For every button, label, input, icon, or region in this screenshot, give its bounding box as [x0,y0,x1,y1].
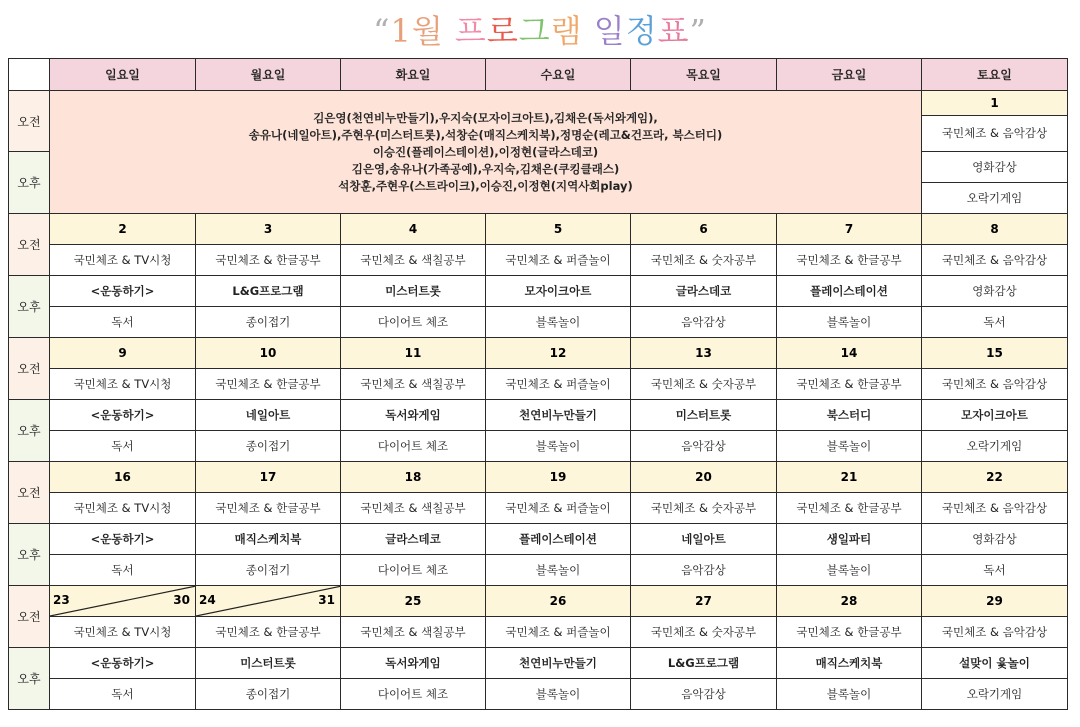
program-cell: 국민체조 & 한글공부 [196,369,341,400]
title-part: 램 [550,12,594,50]
row-label-pm: 오후 [9,524,50,586]
program-cell: 국민체조 & 음악감상 [922,245,1068,276]
date-cell: 19 [486,462,631,493]
pm-program-row [9,276,1068,307]
date-cell: 16 [50,462,196,493]
date-cell: 1 [922,91,1068,116]
program-cell: 다이어트 체조 [341,307,486,338]
pm-program-row [9,555,1068,586]
day-header-row [9,59,1068,91]
program-cell: 국민체조 & TV시청 [50,245,196,276]
row-label-pm: 오후 [9,152,50,214]
date-cell: 21 [777,462,922,493]
program-cell: 국민체조 & 음악감상 [922,369,1068,400]
highlight-program-cell: 북스터디 [777,400,922,431]
date-cell: 20 [631,462,777,493]
date-cell: 13 [631,338,777,369]
program-cell: 국민체조 & 한글공부 [196,245,341,276]
program-cell: 국민체조 & 한글공부 [777,245,922,276]
program-cell: 종이접기 [196,679,341,710]
program-cell: 종이접기 [196,431,341,462]
date-cell: 7 [777,214,922,245]
day-header-fri: 금요일 [777,59,922,91]
date-row [9,586,1068,617]
date-cell: 5 [486,214,631,245]
program-cell: 국민체조 & 음악감상 [922,493,1068,524]
highlight-program-cell: 독서와게임 [341,648,486,679]
program-cell: 다이어트 체조 [341,431,486,462]
date-cell: 12 [486,338,631,369]
program-cell: 음악감상 [631,307,777,338]
program-cell: 국민체조 & 퍼즐놀이 [486,493,631,524]
date-cell: 2 [50,214,196,245]
date-cell: 8 [922,214,1068,245]
week1-line: 김은영(천연비누만들기),우지숙(모자이크아트),김채은(독서와게임), [313,110,658,125]
program-cell: 독서 [922,307,1068,338]
highlight-program-cell: 미스터트롯 [196,648,341,679]
title-close-quote: ” [689,12,707,50]
program-cell: 오락기게임 [922,679,1068,710]
program-cell: 다이어트 체조 [341,555,486,586]
program-cell: 독서 [50,431,196,462]
am-program-row [9,617,1068,648]
program-cell: 독서 [50,555,196,586]
program-cell: 블록놀이 [486,679,631,710]
week1-line: 송유나(네일아트),주현우(미스터트롯),석창순(매직스케치북),정명순(레고&건프라, 북스터디) [248,127,723,142]
program-cell: 국민체조 & 퍼즐놀이 [486,617,631,648]
program-cell: 블록놀이 [777,307,922,338]
program-cell: 독서 [922,555,1068,586]
highlight-program-cell: 설맞이 윷놀이 [922,648,1068,679]
program-cell: 국민체조 & TV시청 [50,493,196,524]
date-number: 24 [199,593,216,607]
highlight-program-cell: L&G프로그램 [631,648,777,679]
program-cell: 국민체조 & TV시청 [50,369,196,400]
row-label-pm: 오후 [9,276,50,338]
program-cell: 독서 [50,679,196,710]
program-cell: 국민체조 & 숫자공부 [631,493,777,524]
title-part: 표 [657,12,690,50]
title-part: 정 [625,12,658,50]
pm-program-row [9,431,1068,462]
date-cell: 9 [50,338,196,369]
program-cell: 음악감상 [631,431,777,462]
program-cell: 독서 [50,307,196,338]
day-header-sat: 토요일 [922,59,1068,91]
day-header-tue: 화요일 [341,59,486,91]
program-cell: 영화감상 [922,152,1068,183]
date-cell: 29 [922,586,1068,617]
date-number: 30 [173,593,190,607]
highlight-program-cell: 천연비누만들기 [486,400,631,431]
pm-program-row [9,648,1068,679]
row-label-am: 오전 [9,338,50,400]
corner-cell [9,59,50,91]
highlight-program-cell: L&G프로그램 [196,276,341,307]
week1-merged-cell [50,91,922,214]
program-cell: 국민체조 & 음악감상 [922,617,1068,648]
program-cell: 국민체조 & 숫자공부 [631,245,777,276]
title-part: 프 [454,12,487,50]
title-part: 그 [518,12,551,50]
date-row [9,462,1068,493]
date-cell-split [50,586,196,617]
program-cell: 블록놀이 [777,431,922,462]
day-header-sun: 일요일 [50,59,196,91]
title-part: 1월 [390,12,455,50]
row-label-am: 오전 [9,91,50,152]
highlight-program-cell: 플레이스테이션 [777,276,922,307]
program-cell: 국민체조 & 숫자공부 [631,369,777,400]
program-cell: 블록놀이 [777,679,922,710]
date-cell: 26 [486,586,631,617]
highlight-program-cell: 모자이크아트 [486,276,631,307]
program-cell: 다이어트 체조 [341,679,486,710]
highlight-program-cell: 글라스데코 [341,524,486,555]
program-cell: 국민체조 & 한글공부 [777,493,922,524]
program-cell: 국민체조 & TV시청 [50,617,196,648]
program-cell: 국민체조 & 한글공부 [196,493,341,524]
program-cell: 블록놀이 [777,555,922,586]
highlight-program-cell: <운동하기> [50,400,196,431]
program-cell: 국민체조 & 색칠공부 [341,617,486,648]
day-header-thu: 목요일 [631,59,777,91]
date-cell: 10 [196,338,341,369]
date-number: 31 [318,593,335,607]
highlight-program-cell: 영화감상 [922,276,1068,307]
am-program-row [9,369,1068,400]
highlight-program-cell: 매직스케치북 [196,524,341,555]
program-cell: 국민체조 & 숫자공부 [631,617,777,648]
week1-line: 김은영,송유나(가족공예),우지숙,김채은(쿠킹클래스) [351,161,620,176]
date-number: 23 [53,593,70,607]
highlight-program-cell: 독서와게임 [341,400,486,431]
date-cell: 6 [631,214,777,245]
date-cell: 27 [631,586,777,617]
row-label-am: 오전 [9,214,50,276]
program-cell: 국민체조 & 퍼즐놀이 [486,369,631,400]
highlight-program-cell: 미스터트롯 [631,400,777,431]
date-cell: 25 [341,586,486,617]
program-cell: 국민체조 & 한글공부 [196,617,341,648]
row-label-pm: 오후 [9,400,50,462]
program-cell: 국민체조 & 색칠공부 [341,493,486,524]
page-title [0,6,1080,56]
pm-program-row [9,679,1068,710]
program-cell: 오락기게임 [922,431,1068,462]
title-open-quote: “ [373,12,391,50]
row-label-pm: 오후 [9,648,50,710]
am-program-row [9,245,1068,276]
row-label-am: 오전 [9,462,50,524]
schedule-table [8,58,1068,710]
date-cell-split [196,586,341,617]
program-cell: 종이접기 [196,307,341,338]
program-cell: 블록놀이 [486,431,631,462]
highlight-program-cell: 매직스케치북 [777,648,922,679]
program-cell: 국민체조 & 음악감상 [922,115,1068,151]
date-cell: 3 [196,214,341,245]
highlight-program-cell: 생일파티 [777,524,922,555]
date-cell: 18 [341,462,486,493]
program-cell: 음악감상 [631,555,777,586]
highlight-program-cell: <운동하기> [50,276,196,307]
date-cell: 28 [777,586,922,617]
program-cell: 국민체조 & 한글공부 [777,617,922,648]
program-cell: 오락기게임 [922,183,1068,214]
pm-program-row [9,400,1068,431]
highlight-program-cell: 천연비누만들기 [486,648,631,679]
date-row [9,338,1068,369]
highlight-program-cell: 네일아트 [196,400,341,431]
highlight-program-cell: 모자이크아트 [922,400,1068,431]
highlight-program-cell: <운동하기> [50,524,196,555]
am-program-row [9,493,1068,524]
program-cell: 블록놀이 [486,555,631,586]
week1-line: 이승진(플레이스테이션),이정현(글라스데코) [372,144,599,159]
date-cell: 11 [341,338,486,369]
highlight-program-cell: 영화감상 [922,524,1068,555]
highlight-program-cell: 플레이스테이션 [486,524,631,555]
date-cell: 17 [196,462,341,493]
program-cell: 국민체조 & 퍼즐놀이 [486,245,631,276]
highlight-program-cell: <운동하기> [50,648,196,679]
day-header-mon: 월요일 [196,59,341,91]
row-label-am: 오전 [9,586,50,648]
program-cell: 블록놀이 [486,307,631,338]
title-part: 일 [593,12,626,50]
pm-program-row [9,307,1068,338]
title-part: 로 [486,12,519,50]
day-header-wed: 수요일 [486,59,631,91]
program-cell: 국민체조 & 한글공부 [777,369,922,400]
week1-line: 석창훈,주현우(스트라이크),이승진,이정현(지역사회play) [338,178,633,193]
date-row [9,214,1068,245]
program-cell: 국민체조 & 색칠공부 [341,369,486,400]
date-cell: 4 [341,214,486,245]
highlight-program-cell: 네일아트 [631,524,777,555]
date-cell: 22 [922,462,1068,493]
highlight-program-cell: 글라스데코 [631,276,777,307]
pm-program-row [9,524,1068,555]
program-cell: 종이접기 [196,555,341,586]
program-cell: 국민체조 & 색칠공부 [341,245,486,276]
date-cell: 14 [777,338,922,369]
program-cell: 음악감상 [631,679,777,710]
highlight-program-cell: 미스터트롯 [341,276,486,307]
date-cell: 15 [922,338,1068,369]
